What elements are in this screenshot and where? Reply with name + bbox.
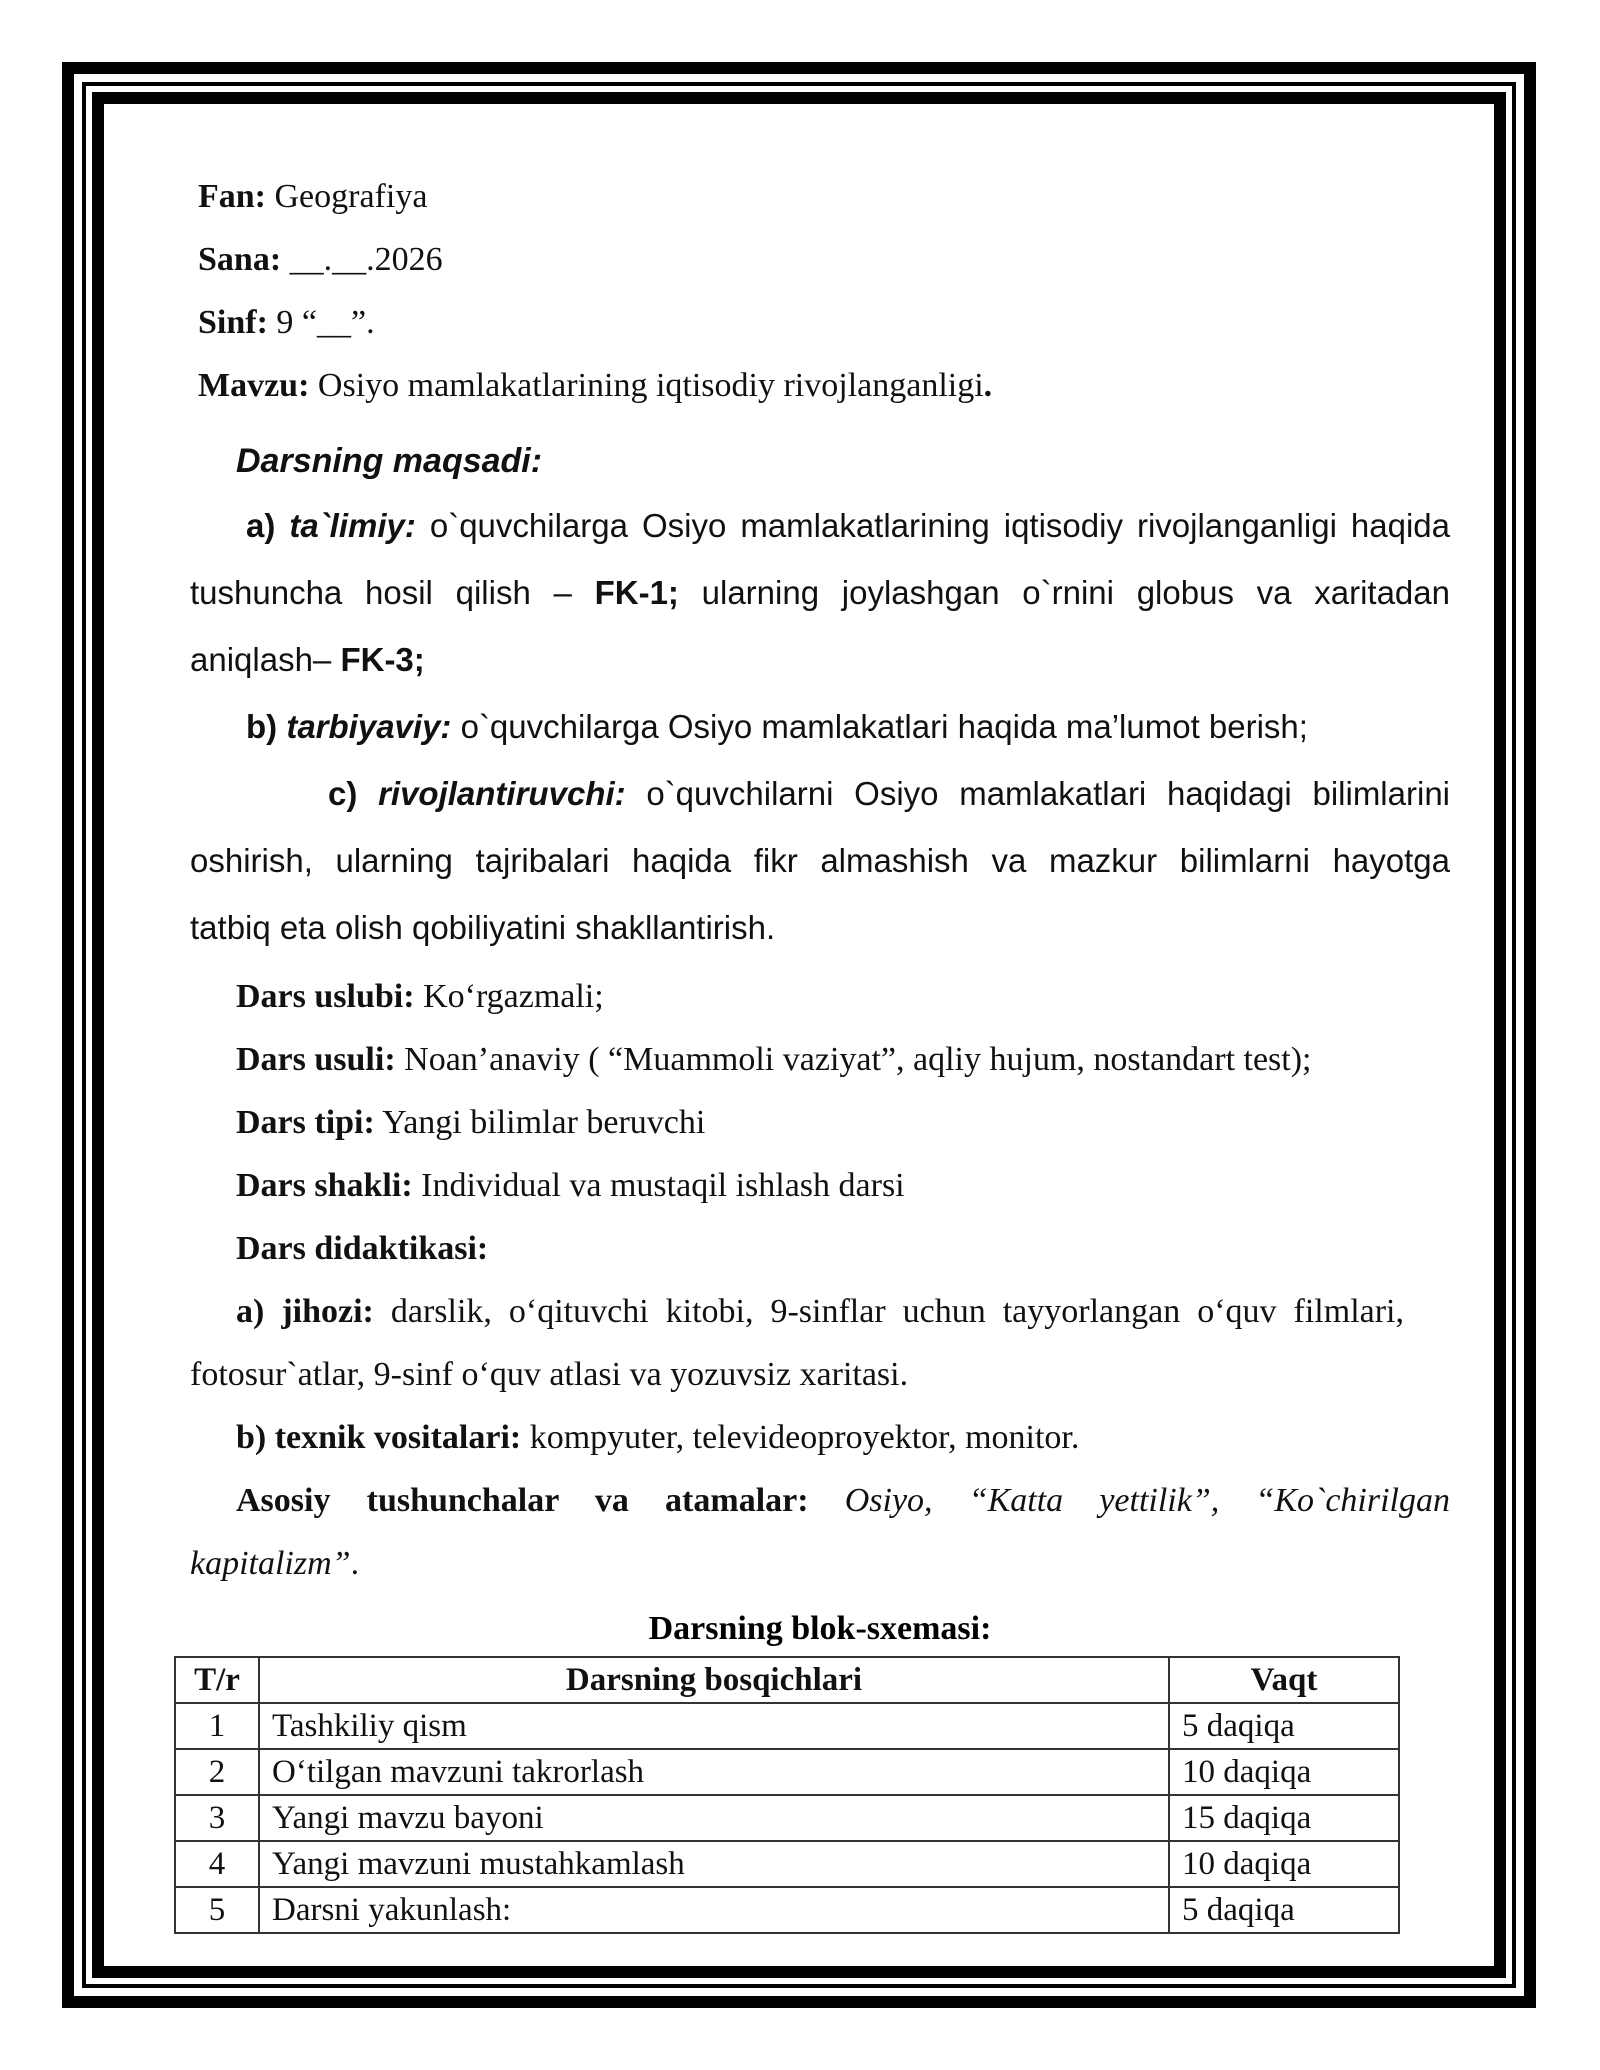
goal-c-line2: oshirish, ularning tajribalari haqida fikr almashish va mazkur bilimlarni hayotga bbox=[190, 842, 1450, 879]
date-label: Sana: bbox=[198, 241, 282, 278]
form-line bbox=[236, 1167, 905, 1205]
row-stage: O‘tilgan mavzuni takrorlash bbox=[259, 1749, 1169, 1795]
equipment-line1 bbox=[236, 1293, 1404, 1331]
class-line bbox=[198, 304, 375, 342]
goal-c-line1 bbox=[328, 775, 1450, 813]
goal-a-prefix: a) bbox=[246, 507, 290, 544]
row-stage: Darsni yakunlash: bbox=[259, 1887, 1169, 1933]
topic-dot: . bbox=[983, 367, 993, 404]
goal-a-line1 bbox=[246, 507, 1450, 545]
row-number: 5 bbox=[175, 1887, 259, 1933]
method-style-line bbox=[236, 978, 604, 1016]
topic-value: Osiyo mamlakatlarining iqtisodiy rivojlanganligi bbox=[309, 367, 984, 404]
lesson-stages-table bbox=[174, 1656, 1400, 1934]
table-title: Darsning blok-sxemasi: bbox=[648, 1610, 992, 1647]
row-number: 2 bbox=[175, 1749, 259, 1795]
form-value: Individual va mustaqil ishlash darsi bbox=[412, 1167, 905, 1204]
column-header-number: T/r bbox=[175, 1657, 259, 1703]
subject-line bbox=[198, 178, 427, 216]
class-label: Sinf: bbox=[198, 304, 268, 341]
concepts-end: . bbox=[350, 1545, 360, 1582]
goal-a-line3 bbox=[190, 641, 425, 679]
concepts-label: Asosiy tushunchalar va atamalar: bbox=[236, 1482, 809, 1519]
goal-b-text: o`quvchilarga Osiyo mamlakatlari haqida ma’lumot berish; bbox=[451, 708, 1308, 745]
goal-a-text1: o`quvchilarga Osiyo mamlakatlarining iqtisodiy rivojlanganligi haqida bbox=[415, 507, 1450, 544]
concepts-value2: kapitalizm” bbox=[190, 1545, 351, 1582]
row-stage: Yangi mavzu bayoni bbox=[259, 1795, 1169, 1841]
method-value: Noan’anaviy ( “Muammoli vaziyat”, aqliy hujum, nostandart test); bbox=[395, 1041, 1312, 1078]
table-header-row bbox=[175, 1657, 1399, 1703]
goal-a-fk1: FK-1; bbox=[594, 574, 679, 611]
row-stage: Yangi mavzuni mustahkamlash bbox=[259, 1841, 1169, 1887]
goal-b-prefix: b) bbox=[246, 708, 287, 745]
goal-b-line bbox=[246, 708, 1308, 746]
table-row bbox=[175, 1841, 1399, 1887]
technical-line bbox=[236, 1419, 1079, 1457]
equipment-line2: fotosur`atlar, 9-sinf o‘quv atlasi va yozuvsiz xaritasi. bbox=[190, 1356, 909, 1393]
concepts-line2 bbox=[190, 1545, 359, 1583]
table-row bbox=[175, 1887, 1399, 1933]
column-header-stages: Darsning bosqichlari bbox=[259, 1657, 1169, 1703]
concepts-line1 bbox=[236, 1482, 1450, 1520]
method-label: Dars usuli: bbox=[236, 1041, 396, 1078]
row-time: 5 daqiqa bbox=[1169, 1703, 1399, 1749]
goal-a-text2-pre: tushuncha hosil qilish – bbox=[190, 574, 595, 611]
method-style-label: Dars uslubi: bbox=[236, 978, 415, 1015]
row-time: 5 daqiqa bbox=[1169, 1887, 1399, 1933]
class-value: 9 “__”. bbox=[267, 304, 375, 341]
date-value: __.__.2026 bbox=[281, 241, 443, 278]
table-row bbox=[175, 1795, 1399, 1841]
technical-value: kompyuter, televideoproyektor, monitor. bbox=[521, 1419, 1080, 1456]
column-header-time: Vaqt bbox=[1169, 1657, 1399, 1703]
row-number: 4 bbox=[175, 1841, 259, 1887]
goal-a-text2-post: ularning joylashgan o`rnini globus va xaritadan bbox=[678, 574, 1450, 611]
subject-label: Fan: bbox=[198, 178, 266, 215]
equipment-value1: darslik, o‘qituvchi kitobi, 9-sinflar uchun tayyorlangan o‘quv filmlari, bbox=[373, 1293, 1404, 1330]
goal-c-prefix: c) bbox=[328, 775, 379, 812]
form-label: Dars shakli: bbox=[236, 1167, 413, 1204]
topic-line bbox=[198, 367, 992, 405]
goal-a-line2 bbox=[190, 574, 1450, 612]
equipment-label: a) jihozi: bbox=[236, 1293, 374, 1330]
subject-value: Geografiya bbox=[266, 178, 428, 215]
goals-title: Darsning maqsadi: bbox=[236, 442, 543, 480]
didactics-title: Dars didaktikasi: bbox=[236, 1230, 489, 1267]
type-line bbox=[236, 1104, 705, 1142]
row-time: 10 daqiqa bbox=[1169, 1749, 1399, 1795]
concepts-value1: Osiyo, “Katta yettilik”, “Ko`chirilgan bbox=[808, 1482, 1450, 1519]
goal-b-label: tarbiyaviy: bbox=[286, 708, 452, 745]
goal-a-fk3: FK-3; bbox=[340, 641, 425, 678]
type-label: Dars tipi: bbox=[236, 1104, 375, 1141]
goal-a-text3-pre: aniqlash– bbox=[190, 641, 341, 678]
method-line bbox=[236, 1041, 1312, 1079]
goal-c-label: rivojlantiruvchi: bbox=[378, 775, 626, 812]
table-row bbox=[175, 1749, 1399, 1795]
topic-label: Mavzu: bbox=[198, 367, 310, 404]
row-time: 15 daqiqa bbox=[1169, 1795, 1399, 1841]
goal-c-line3: tatbiq eta olish qobiliyatini shakllantirish. bbox=[190, 909, 776, 946]
row-time: 10 daqiqa bbox=[1169, 1841, 1399, 1887]
technical-label: b) texnik vositalari: bbox=[236, 1419, 522, 1456]
goal-c-text1: o`quvchilarni Osiyo mamlakatlari haqidagi bilimlarini bbox=[625, 775, 1450, 812]
row-stage: Tashkiliy qism bbox=[259, 1703, 1169, 1749]
method-style-value: Ko‘rgazmali; bbox=[414, 978, 604, 1015]
row-number: 1 bbox=[175, 1703, 259, 1749]
type-value: Yangi bilimlar beruvchi bbox=[374, 1104, 706, 1141]
goal-a-label: ta`limiy: bbox=[289, 507, 416, 544]
table-row bbox=[175, 1703, 1399, 1749]
row-number: 3 bbox=[175, 1795, 259, 1841]
date-line bbox=[198, 241, 443, 279]
